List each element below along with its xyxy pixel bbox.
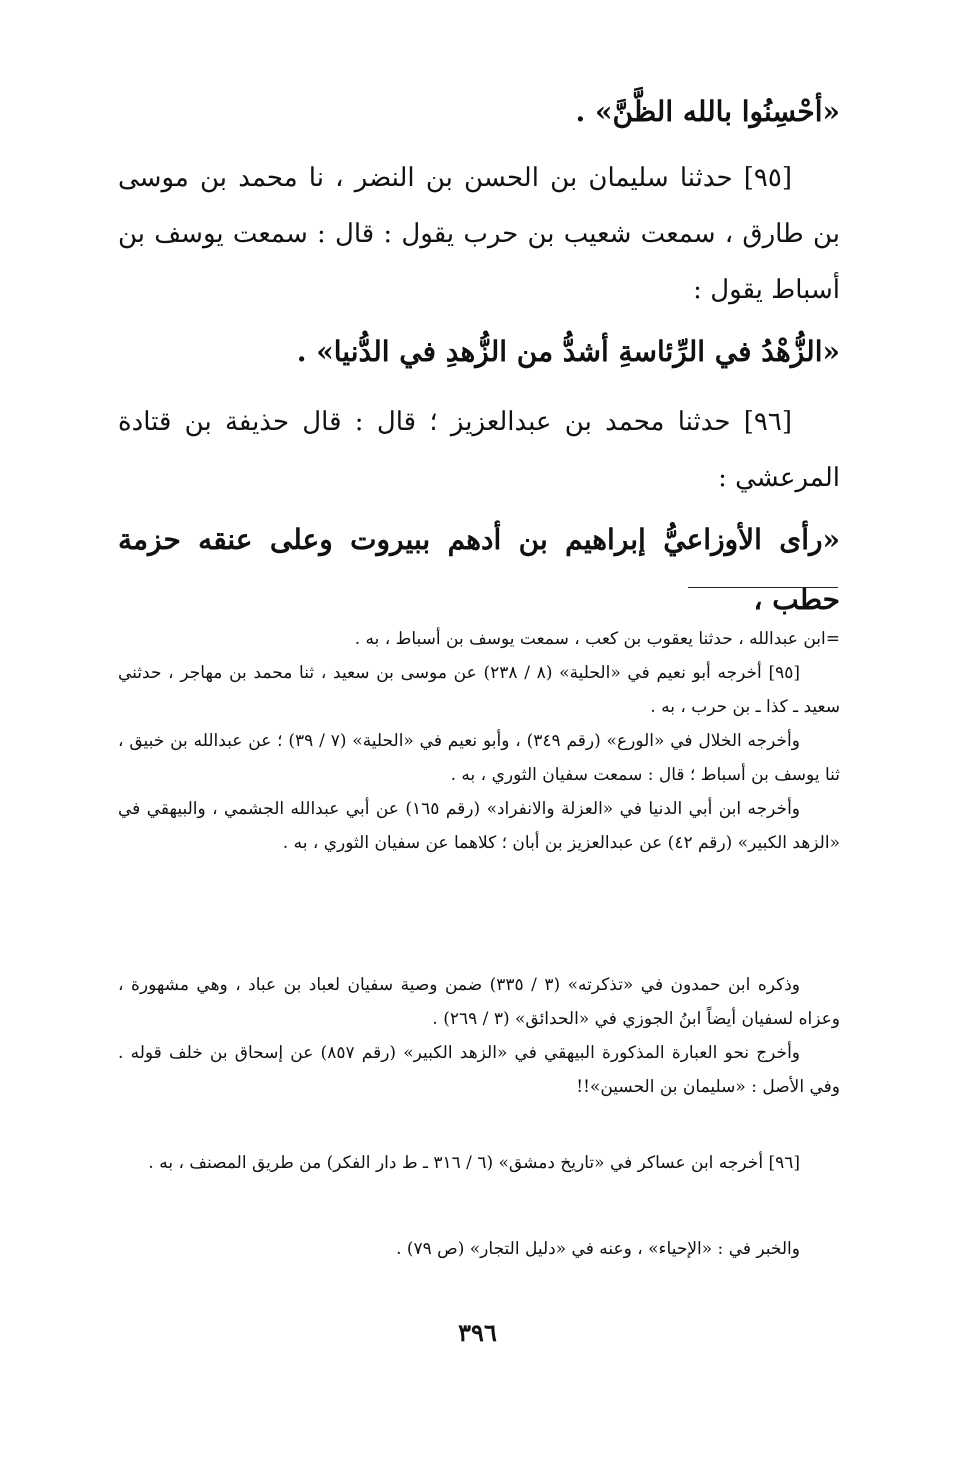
hadith-96: [٩٦] حدثنا محمد بن عبدالعزيز ؛ قال : قال حذيفة بن قتادة المرعشي : bbox=[118, 407, 840, 493]
footnote-95-d: وذكره ابن حمدون في «تذكرته» (٣ / ٣٣٥) ضمن وصية سفيان لعباد بن عباد ، وهي مشهورة ، وعزاه لسفيان أيضاً ابنُ الجوزي في «الحدائق» (٣ / ٢٦٩) . bbox=[118, 975, 840, 1029]
footnote-95: [٩٥] أخرجه أبو نعيم في «الحلية» (٨ / ٢٣٨) عن موسى بن سعيد ، ثنا محمد بن مهاجر ، حدثني سعيد ـ كذا ـ بن حرب ، به . bbox=[118, 663, 840, 717]
quote-2: «الزُّهْدُ في الرِّئاسةِ أشدُّ من الزُّهدِ في الدُّنيا» . bbox=[296, 335, 840, 368]
footnote-96: [٩٦] أخرجه ابن عساكر في «تاريخ دمشق» (٦ / ٣١٦ ـ ط دار الفكر) من طريق المصنف ، به . bbox=[148, 1153, 800, 1173]
footnote-divider bbox=[688, 587, 838, 588]
footnote-continuation: =ابن عبدالله ، حدثنا يعقوب بن كعب ، سمعت يوسف بن أسباط ، به . bbox=[354, 629, 840, 649]
quote-3: «رأى الأوزاعيُّ إبراهيم بن أدهم ببيروت وعلى عنقه حزمة حطب ، bbox=[118, 523, 840, 616]
footnote-95-b: وأخرجه الخلال في «الورع» (رقم ٣٤٩) ، وأبو نعيم في «الحلية» (٧ / ٣٩) ؛ عن عبدالله بن خبيق ، ثنا يوسف بن أسباط ؛ قال : سمعت سفيان الثوري ، به . bbox=[118, 731, 840, 785]
hadith-95: [٩٥] حدثنا سليمان بن الحسن بن النضر ، نا محمد بن موسى بن طارق ، سمعت شعيب بن حرب يقول : قال : سمعت يوسف بن أسباط يقول : bbox=[118, 163, 840, 305]
page-number: ٣٩٦ bbox=[458, 1318, 497, 1347]
quote-1: «أحْسِنُوا بالله الظَّنَّ» . bbox=[575, 95, 840, 128]
footnote-95-c: وأخرجه ابن أبي الدنيا في «العزلة والانفراد» (رقم ١٦٥) عن أبي عبدالله الجشمي ، والبيهقي في «الزهد الكبير» (رقم ٤٢) عن عبدالعزيز بن أبان ؛ كلاهما عن سفيان الثوري ، به . bbox=[118, 799, 840, 853]
footnote-95-e: وأخرج نحو العبارة المذكورة البيهقي في «الزهد الكبير» (رقم ٨٥٧) عن إسحاق بن خلف قوله . وفي الأصل : «سليمان بن الحسين»!! bbox=[118, 1043, 840, 1097]
footnote-96-b: والخبر في : «الإحياء» ، وعنه في «دليل التجار» (ص ٧٩) . bbox=[396, 1239, 800, 1259]
